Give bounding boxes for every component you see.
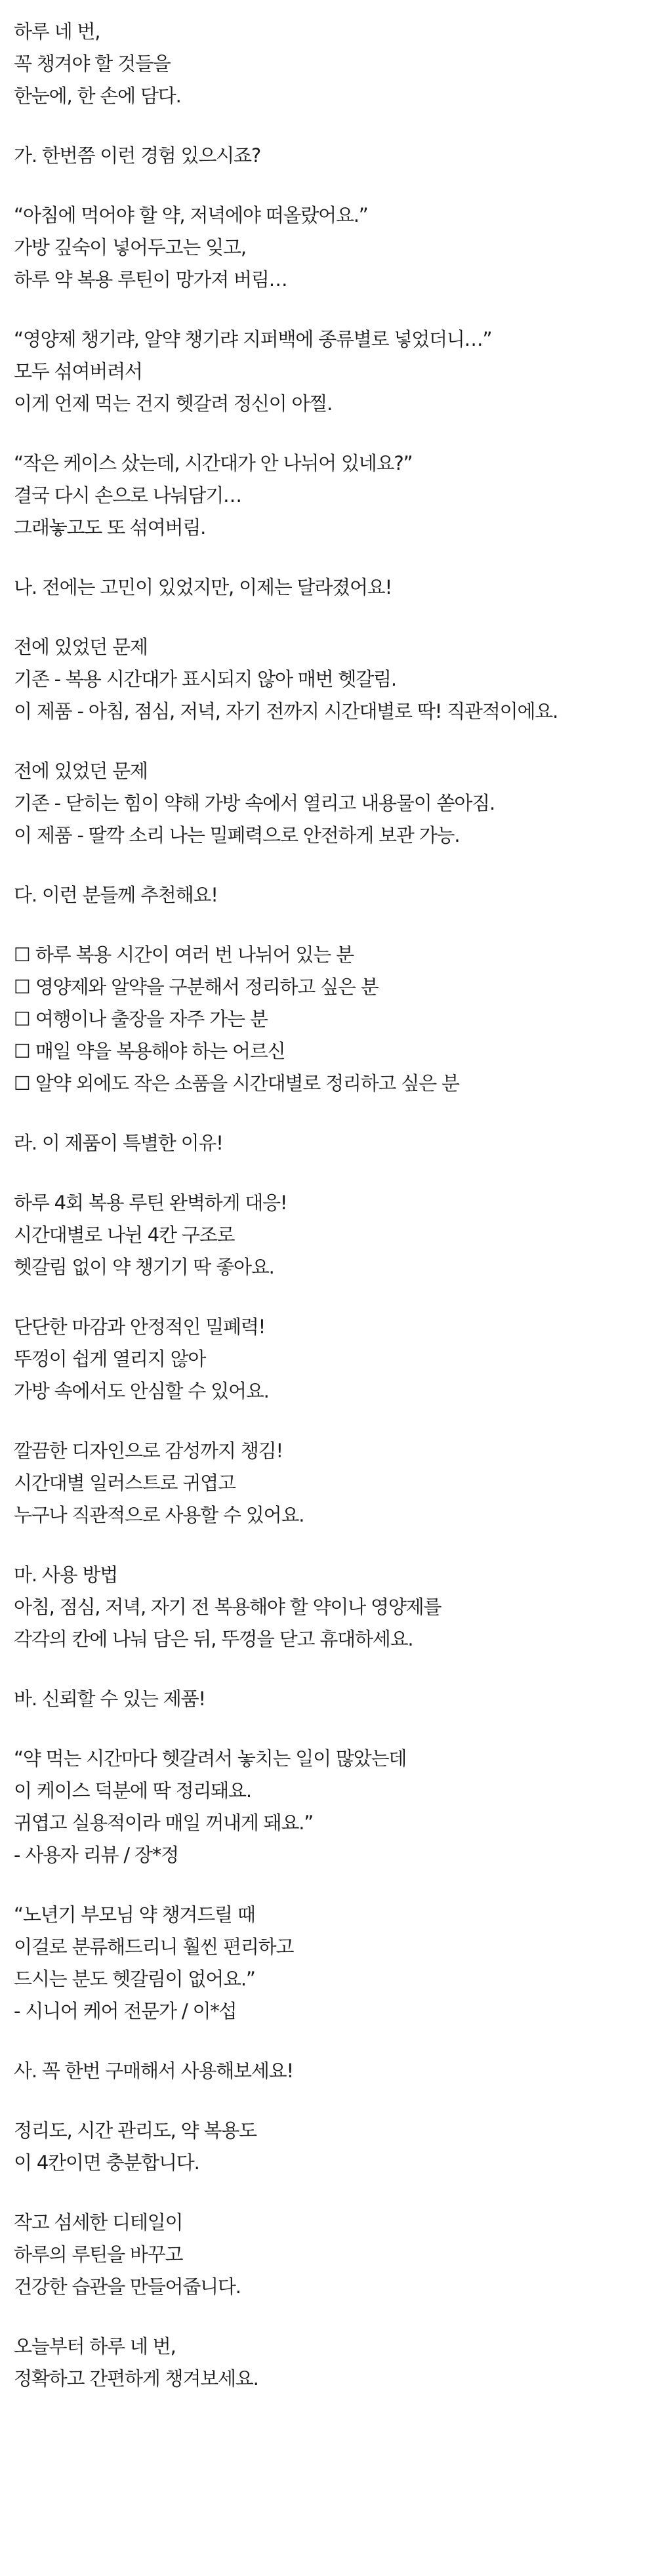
intro-line: 한눈에, 한 손에 담다.: [14, 85, 181, 107]
section-da-heading-block: [14, 879, 644, 911]
closing-line: 건강한 습관을 만들어줍니다.: [14, 2275, 241, 2298]
review-line: “노년기 부모님 약 챙겨드릴 때: [14, 1903, 255, 1926]
usage-line: 아침, 점심, 저녁, 자기 전 복용해야 할 약이나 영양제를: [14, 1596, 441, 1618]
section-heading-na: 나. 전에는 고민이 있었지만, 이제는 달라졌어요!: [14, 576, 392, 598]
intro-line: 꼭 챙겨야 할 것들을: [14, 52, 171, 75]
story-block: [14, 447, 644, 544]
feature-line: 뚜껑이 쉽게 열리지 않아: [14, 1348, 206, 1370]
section-na-heading-block: [14, 571, 644, 604]
story-line: 이게 언제 먹는 건지 헷갈려 정신이 아찔.: [14, 392, 333, 415]
review-line: 드시는 분도 헷갈림이 없어요.”: [14, 1968, 255, 1990]
feature-line: 시간대별로 나뉜 4칸 구조로: [14, 1224, 235, 1246]
usage-block: [14, 1559, 644, 1655]
feature-line: 단단한 마감과 안정적인 밀폐력!: [14, 1316, 266, 1338]
section-heading-ba: 바. 신뢰할 수 있는 제품!: [14, 1688, 205, 1710]
story-block: [14, 323, 644, 420]
section-ba-heading-block: [14, 1683, 644, 1715]
intro-block: [14, 16, 644, 112]
feature-line: 깔끔한 디자인으로 감성까지 챙김!: [14, 1440, 283, 1462]
story-line: 하루 약 복용 루틴이 망가져 버림…: [14, 268, 287, 291]
feature-line: 누구나 직관적으로 사용할 수 있어요.: [14, 1504, 304, 1526]
comparison-block: [14, 631, 644, 728]
story-line: 결국 다시 손으로 나눠담기…: [14, 484, 241, 507]
closing-line: 하루의 루틴을 바꾸고: [14, 2243, 183, 2266]
comparison-line: 이 제품 - 아침, 점심, 저녁, 자기 전까지 시간대별로 딱! 직관적이에요.: [14, 700, 558, 722]
feature-line: 가방 속에서도 안심할 수 있어요.: [14, 1380, 269, 1402]
comparison-line: 전에 있었던 문제: [14, 760, 148, 782]
comparison-block: [14, 755, 644, 852]
comparison-line: 이 제품 - 딸깍 소리 나는 밀폐력으로 안전하게 보관 가능.: [14, 824, 460, 846]
story-line: 가방 깊숙이 넣어두고는 잊고,: [14, 236, 246, 259]
checklist-item: ☐ 매일 약을 복용해야 하는 어르신: [14, 1040, 285, 1062]
intro-line: 하루 네 번,: [14, 20, 100, 43]
section-ra-heading-block: [14, 1127, 644, 1159]
review-line: “약 먹는 시간마다 헷갈려서 놓치는 일이 많았는데: [14, 1747, 407, 1770]
section-heading-ra: 라. 이 제품이 특별한 이유!: [14, 1132, 223, 1154]
closing-line: 정리도, 시간 관리도, 약 복용도: [14, 2119, 256, 2142]
closing-block: [14, 2115, 644, 2179]
story-line: “영양제 챙기랴, 알약 챙기랴 지퍼백에 종류별로 넣었더니…”: [14, 328, 492, 350]
closing-line: 오늘부터 하루 네 번,: [14, 2335, 176, 2358]
checklist-item: ☐ 여행이나 출장을 자주 가는 분: [14, 1008, 268, 1030]
closing-line: 이 4칸이면 충분합니다.: [14, 2151, 199, 2174]
section-heading-sa: 사. 꼭 한번 구매해서 사용해보세요!: [14, 2060, 293, 2082]
story-line: “작은 케이스 샀는데, 시간대가 안 나뉘어 있네요?”: [14, 452, 413, 474]
story-line: 그래놓고도 또 섞여버림.: [14, 516, 206, 539]
closing-line: 작고 섬세한 디테일이: [14, 2211, 183, 2233]
checklist-item: ☐ 하루 복용 시간이 여러 번 나뉘어 있는 분: [14, 944, 354, 966]
story-block: [14, 199, 644, 296]
review-author: - 사용자 리뷰 / 장*정: [14, 1844, 178, 1866]
feature-point-block: [14, 1311, 644, 1407]
section-ga-heading-block: [14, 140, 644, 172]
recommend-checklist: [14, 939, 644, 1100]
checklist-item: ☐ 영양제와 알약을 구분해서 정리하고 싶은 분: [14, 976, 379, 998]
review-author: - 시니어 케어 전문가 / 이*섭: [14, 2000, 237, 2022]
feature-point-block: [14, 1187, 644, 1283]
review-block: [14, 1899, 644, 2027]
section-heading-ga: 가. 한번쯤 이런 경험 있으시죠?: [14, 144, 261, 167]
closing-block: [14, 2207, 644, 2303]
usage-line: 각각의 칸에 나눠 담은 뒤, 뚜껑을 닫고 휴대하세요.: [14, 1628, 413, 1650]
feature-point-block: [14, 1435, 644, 1531]
product-description-document: [14, 16, 644, 2422]
comparison-line: 전에 있었던 문제: [14, 636, 148, 658]
review-line: 이 케이스 덕분에 딱 정리돼요.: [14, 1779, 251, 1802]
checklist-item: ☐ 알약 외에도 작은 소품을 시간대별로 정리하고 싶은 분: [14, 1072, 459, 1094]
closing-block: [14, 2331, 644, 2395]
review-block: [14, 1743, 644, 1871]
story-line: “아침에 먹어야 할 약, 저녁에야 떠올랐어요.”: [14, 204, 368, 226]
feature-line: 하루 4회 복용 루틴 완벽하게 대응!: [14, 1192, 287, 1214]
section-heading-da: 다. 이런 분들께 추천해요!: [14, 884, 218, 906]
feature-line: 시간대별 일러스트로 귀엽고: [14, 1472, 236, 1494]
section-heading-ma: 마. 사용 방법: [14, 1564, 118, 1586]
comparison-line: 기존 - 닫히는 힘이 약해 가방 속에서 열리고 내용물이 쏟아짐.: [14, 792, 495, 814]
feature-line: 헷갈림 없이 약 챙기기 딱 좋아요.: [14, 1256, 274, 1278]
story-line: 모두 섞여버려서: [14, 360, 142, 383]
comparison-line: 기존 - 복용 시간대가 표시되지 않아 매번 헷갈림.: [14, 668, 396, 690]
review-line: 귀엽고 실용적이라 매일 꺼내게 돼요.”: [14, 1812, 314, 1834]
section-sa-heading-block: [14, 2055, 644, 2087]
closing-line: 정확하고 간편하게 챙겨보세요.: [14, 2367, 258, 2390]
review-line: 이걸로 분류해드리니 훨씬 편리하고: [14, 1936, 294, 1958]
